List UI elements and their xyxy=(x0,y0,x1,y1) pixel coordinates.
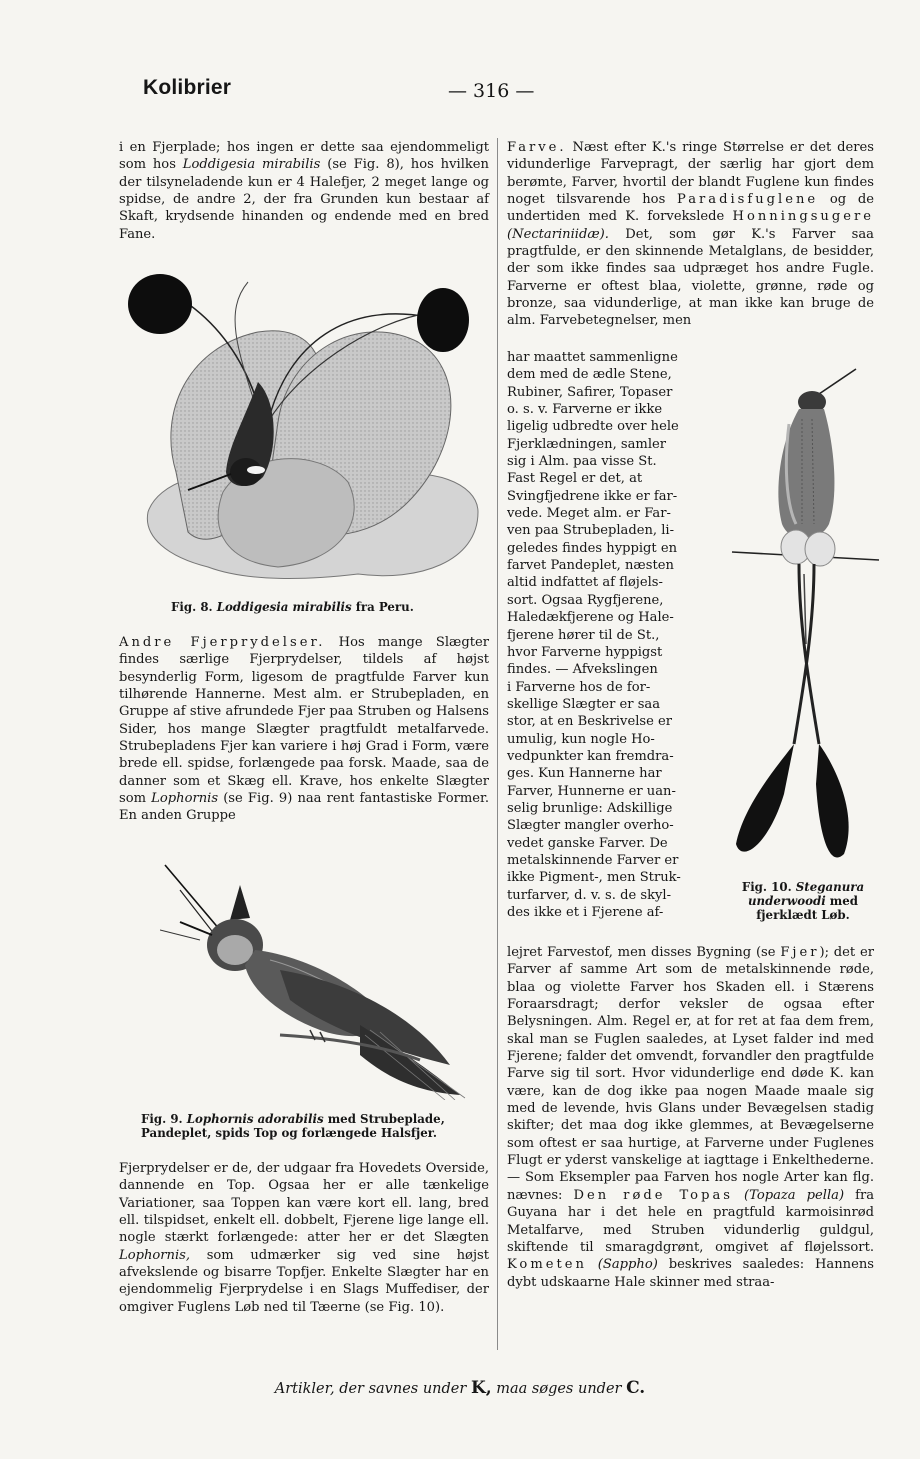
page-number: — 316 — xyxy=(448,80,535,102)
narrow-text-line: sig i Alm. paa visse St. xyxy=(507,454,657,470)
narrow-text-line: Fjerklædningen, samler xyxy=(507,436,667,452)
narrow-text-beside-figure-10 xyxy=(507,349,705,921)
narrow-text-line: altid indfattet af fløjels- xyxy=(507,575,663,591)
running-title: Kolibrier xyxy=(143,76,232,99)
narrow-text-line: o. s. v. Farverne er ikke xyxy=(507,402,663,418)
narrow-text-line: Rubiner, Safirer, Topaser xyxy=(507,384,673,400)
right-column xyxy=(507,139,874,330)
column-divider xyxy=(497,138,498,1350)
narrow-text-line: skellige Slægter er saa xyxy=(507,696,661,712)
narrow-text-line: turfarver, d. v. s. de skyl- xyxy=(507,887,672,903)
figure-9-caption: Fig. 9. Lophornis adorabilis med Strubeplade, Pandeplet, spids Top og forlængede Halsfjer. xyxy=(141,1112,445,1141)
narrow-text-line: geledes findes hyppigt en xyxy=(507,540,678,556)
narrow-text-line: ven paa Strubepladen, li- xyxy=(507,523,675,539)
narrow-text-line: umulig, kun nogle Ho- xyxy=(507,731,655,747)
narrow-text-line: vede. Meget alm. er Far- xyxy=(507,506,671,522)
narrow-text-line: Svingfjedrene ikke er far- xyxy=(507,488,678,504)
narrow-text-line: metalskinnende Farver er xyxy=(507,852,679,868)
footer-note: Artikler, der savnes under K, maa søges under C. xyxy=(274,1378,646,1398)
narrow-text-line: vedpunkter kan fremdra- xyxy=(507,748,674,764)
narrow-text-line: sort. Ogsaa Rygfjerene, xyxy=(507,592,664,608)
left-paragraph-2: Andre Fjerprydelser. Hos mange Slægter findes særlige Fjerprydelser, tildels af højst besynderlig Form, ligesom de pragtfulde Farver kun tilhørende Hannerne. Mest alm. er Strubepladen, en Gruppe af stive afrundede Fjer paa Struben og Halsens Sider, hos mange Slægter pragtfuldt metalfarvede. Strubepladens Fjer kan variere i høj Grad i Form, være brede ell. spidse, forlængede paa forsk. Maade, saa de danner som et Skæg ell. Krave, hos enkelte Slægter som Lophornis (se Fig. 9) naa rent fantastiske Former. En anden Gruppe xyxy=(119,635,490,824)
narrow-text-line: ges. Kun Hannerne har xyxy=(507,766,662,782)
narrow-text-line: farvet Pandeplet, næsten xyxy=(507,558,674,574)
narrow-text-line: i Farverne hos de for- xyxy=(507,679,651,695)
section-heading-fjerprydelser: Andre Fjerprydelser. xyxy=(119,635,326,650)
figure-9-illustration xyxy=(160,860,480,1100)
narrow-text-line: Farver, Hunnerne er uan- xyxy=(507,783,676,799)
narrow-text-line: dem med de ædle Stene, xyxy=(507,367,672,383)
narrow-text-line: ikke Pigment-, men Struk- xyxy=(507,870,681,886)
section-heading-farve: Farve. xyxy=(507,140,567,155)
narrow-text-line: har maattet sammenligne xyxy=(507,350,678,365)
paragraph-1: i en Fjerplade; hos ingen er dette saa ejendommeligt som hos Loddigesia mirabilis (se Fig. 8), hos hvilken der tilsyneladende kun er 4 Halefjer, 2 meget lange og spidse, de andre 2, der fra Grunden kun bestaar af Skaft, krydsende hinanden og endende med en bred Fane. xyxy=(119,140,489,242)
figure-8-caption: Fig. 8. Loddigesia mirabilis fra Peru. xyxy=(171,600,414,614)
left-paragraph-3: Fjerprydelser er de, der udgaar fra Hovedets Overside, dannende en Top. Ogsaa her er alle tænkelige Variationer, saa Toppen kan være kort ell. lang, bred ell. tilspidset, enkelt ell. dobbelt, Fjerene lige lange ell. nogle stærkt forlængede: atter her er det Slægten Lophornis, som udmærker sig ved sine højst afvekslende og bisarre Topfjer. Enkelte Slægter har en ejendommelig Fjerprydelse i en Slags Muffediser, der omgiver Fuglens Løb ned til Tæerne (se Fig. 10). xyxy=(119,1161,489,1315)
species-topas: Den røde Topas xyxy=(573,1187,733,1203)
narrow-text-line: selig brunlige: Adskillige xyxy=(507,800,673,816)
narrow-text-line: des ikke et i Fjerene af- xyxy=(507,905,664,920)
figure-10-caption: Fig. 10. Steganura underwoodi med fjerklædt Løb. xyxy=(741,880,865,923)
right-paragraph-continued: lejret Farvestof, men disses Bygning (se Fjer); det er Farver af samme Art som de metalskinnende røde, blaa og violette Farver hos Skaden ell. i Stærens Foraarsdragt; derfor veksler de ogsaa efter Belysningen. Alm. Regel er, at for ret at faa dem frem, skal man se Fuglen saaledes, at Lyset falder ind med Fjerene; falder det omvendt, forvandler den pragtfulde Farve sig til sort. Hvor vidunderlige end døde K. kan være, kan de dog ikke paa nogen Maade maale sig med de levende, hvis Glans under Bevægelsen stadig skifter; det maa dog ikke glemmes, at Bevægelserne som oftest er saa hurtige, at Farverne under Fuglenes Flugt er yderst vanskelige at iagttage i Enkelthederne. — Som Eksempler paa Farven hos nogle Arter kan flg. nævnes: Den røde Topas (Topaza pella) fra Guyana har i det hele en pragtfuld karmoisinrød Metalfarve, med Struben vidunderlig guldgul, skiftende til smaragdgrønt, omgivet af fløjelssort. Kometen (Sappho) beskrives saaledes: Hannens dybt udskaarne Hale skinner med straa- xyxy=(507,945,875,1290)
narrow-text-line: ligelig udbredte over hele xyxy=(507,419,679,435)
farve-paragraph: Farve. Næst efter K.'s ringe Størrelse er det deres vidunderlige Farvepragt, der særlig har gjort dem berømte, Farver, hvortil der blandt Fuglene kun findes noget tilsvarende hos Paradisfuglene og de undertiden med K. forvekslede Honningsugere (Nectariniidæ). Det, som gør K.'s Farver saa pragtfulde, er den skinnende Metalglans, de besidder, der som ikke findes saa udpræget hos andre Fugle. Farverne er oftest blaa, violette, grønne, røde og bronze, saa vidunderlige, at man ikke kan bruge de alm. Farvebetegnelser, men xyxy=(507,140,875,329)
left-column xyxy=(119,139,489,243)
species-kometen: Kometen xyxy=(507,1257,587,1273)
narrow-text-line: findes. — Afvekslingen xyxy=(507,662,658,678)
narrow-text-line: stor, at en Beskrivelse er xyxy=(507,714,673,730)
narrow-text-line: hvor Farverne hyppigst xyxy=(507,644,663,660)
narrow-text-line: Fast Regel er det, at xyxy=(507,471,643,487)
narrow-text-line: Slægter mangler overho- xyxy=(507,818,674,834)
narrow-text-line: vedet ganske Farver. De xyxy=(507,835,668,851)
narrow-text-line: Haledækfjerene og Hale- xyxy=(507,610,674,626)
figure-8-illustration xyxy=(128,262,488,592)
figure-10-illustration xyxy=(724,364,884,874)
narrow-text-line: fjerene hører til de St., xyxy=(507,627,660,643)
